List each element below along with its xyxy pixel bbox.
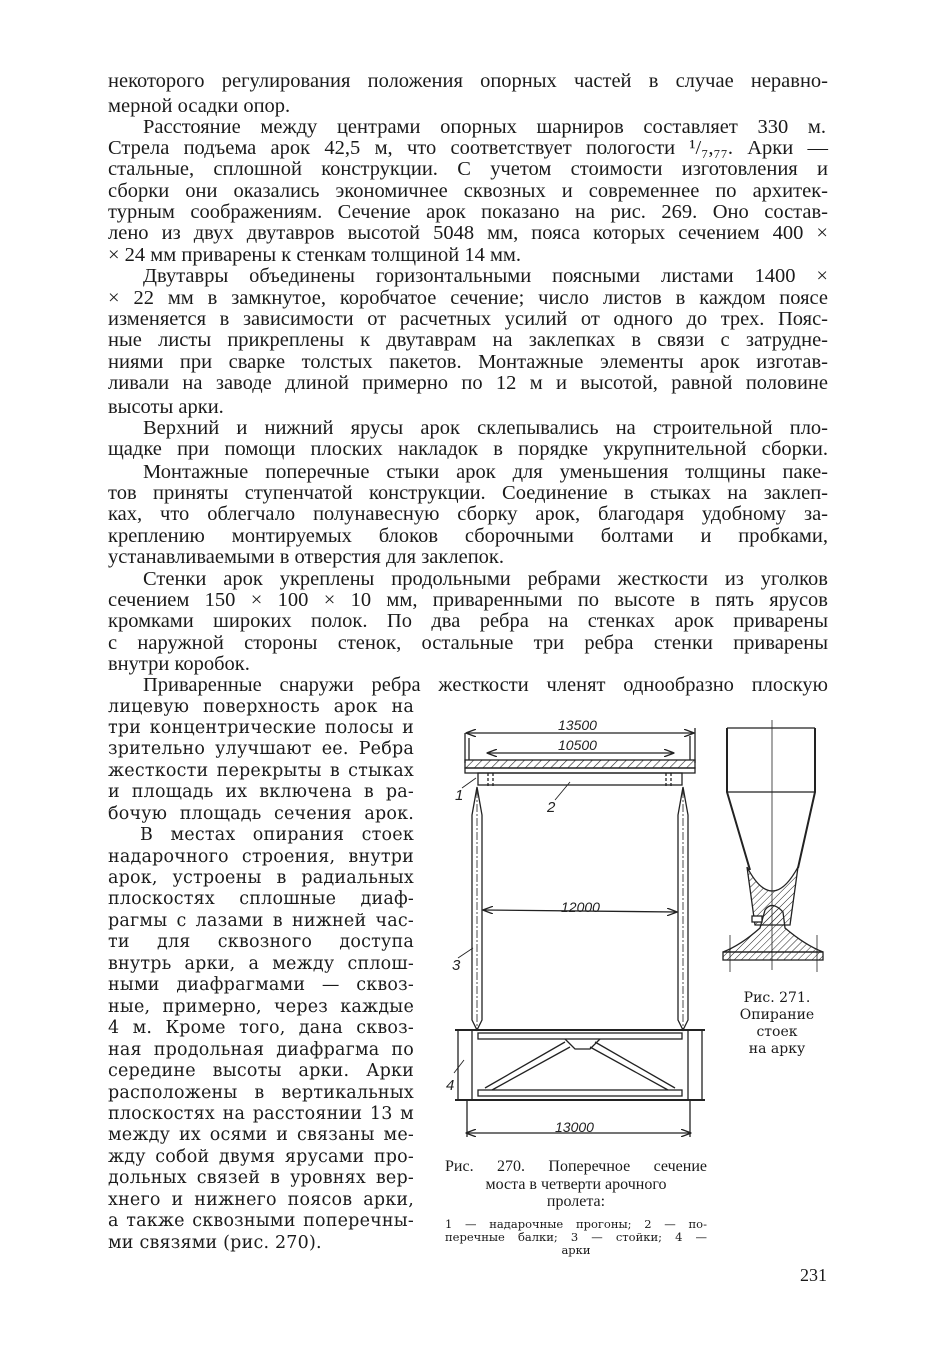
legend-line: перечные балки; 3 — стойки; 4 — <box>445 1230 707 1244</box>
text-line: ми связями (рис. 270). <box>108 1233 322 1253</box>
dim-label-10500: 10500 <box>558 737 597 753</box>
text-line: Стенки арок укреплены продольными ребрами жесткости из уголков <box>143 568 828 590</box>
upper-bracing <box>478 1033 682 1039</box>
text-line: внутри коробок. <box>108 653 250 675</box>
text-line: × 22 мм в замкнутое, коробчатое сечение; число листов в каждом поясе <box>108 287 828 309</box>
text-line: В местах опирания стоек <box>140 825 414 845</box>
figure-270-drawing <box>440 700 710 1150</box>
diagonal-left <box>485 1042 565 1088</box>
text-line: плоскостях на расстоянии 13 м <box>108 1104 414 1124</box>
text-line: внутрь арки, а между сплош- <box>108 954 414 974</box>
caption-line: моста в четверти арочного <box>485 1176 667 1193</box>
text-line: рагмы с лазами в нижней час- <box>108 911 414 931</box>
text-line: дольных связей в уровнях вер- <box>108 1168 414 1188</box>
bearing-pin <box>752 916 762 922</box>
dim-label-13000: 13000 <box>555 1119 594 1135</box>
text-line: тов приняты ступенчатой конструкции. Соединение в стыках на заклеп- <box>108 482 828 504</box>
page-number: 231 <box>800 1265 827 1285</box>
text-line: ниями при сварке толстых пакетов. Монтажные элементы арок изготав- <box>108 351 828 373</box>
text-line: Расстояние между центрами опорных шарниров составляет 330 м. <box>143 116 826 138</box>
text-line: мерной осадки опор. <box>108 95 291 117</box>
caption-line: Опирание <box>739 1007 815 1023</box>
legend-line: арки <box>561 1243 591 1257</box>
text-line: расположены в вертикальных <box>108 1083 414 1103</box>
caption-line: пролета: <box>546 1193 606 1210</box>
text-line: устанавливаемыми в отверстия для заклепок. <box>108 546 504 568</box>
text-line: с наружной стороны стенок, остальные три ребра стенки приварены <box>108 632 828 654</box>
callout-3: 3 <box>452 957 461 974</box>
caption-line: Рис. 270. Поперечное сечение <box>445 1158 707 1175</box>
text-line: середине высоты арки. Арки <box>108 1061 414 1081</box>
text-line: турным соображениям. Сечение арок показано на рис. 269. Оно состав- <box>108 201 828 223</box>
caption-line: стоек <box>756 1024 798 1040</box>
text-line: жду собой двумя ярусами про- <box>108 1147 414 1167</box>
text-line: арок, устроены в радиальных <box>108 868 414 888</box>
text-line: изменяется в зависимости от расчетных усилий от одного до трех. Пояс- <box>108 308 828 330</box>
deck-plate <box>465 768 695 773</box>
text-line: Монтажные поперечные стыки арок для уменьшения толщины паке- <box>143 461 828 483</box>
text-line: ные листы прикреплены к двутаврам на заклепках в связи с затрудне- <box>108 329 828 351</box>
caption-line: на арку <box>748 1041 806 1057</box>
cross-beam <box>478 773 682 785</box>
deck-slab <box>465 760 695 768</box>
callout-2: 2 <box>547 799 556 816</box>
text-line: некоторого регулирования положения опорных частей в случае неравно- <box>108 70 828 92</box>
text-line: бочую площадь сечения арок. <box>108 804 414 824</box>
text-line: Верхний и нижний ярусы арок склепывались на строительной пло- <box>143 417 828 439</box>
text-line: сечением 150 × 100 × 10 мм, приваренными по высоте в пять ярусов <box>108 589 828 611</box>
text-line: лицевую поверхность арок на <box>108 697 414 717</box>
text-line: креплению монтируемых блоков сборочными болтами и пробками, <box>108 525 828 547</box>
legend-line: 1 — надарочные прогоны; 2 — по- <box>445 1217 707 1231</box>
text-line: кромками широких полок. По два ребра на стенках арок приварены <box>108 610 828 632</box>
text-line: ливали на заводе длиной примерно по 12 м и высотой, равной половине <box>108 372 828 394</box>
text-line: ти для сквозного доступа <box>108 932 414 952</box>
text-line: три концентрические полосы и <box>108 718 414 738</box>
column-shell <box>727 728 815 870</box>
bearing-plate <box>723 952 823 960</box>
text-line: плоскостях сплошные диаф- <box>108 889 414 909</box>
text-line: а также сквозными поперечны- <box>108 1211 414 1231</box>
text-line: стальные, сплошной конструкции. С учетом стоимости изготовления и <box>108 158 828 180</box>
text-line: ные, примерно, через каждые <box>108 997 414 1017</box>
dim-label-12000: 12000 <box>561 899 600 915</box>
text-line: надарочного строения, внутри <box>108 847 414 867</box>
text-line: и площадь их включена в ра- <box>108 782 414 802</box>
text-line: между их осями и связаны ме- <box>108 1125 414 1145</box>
text-line: ная продольная диафрагма по <box>108 1040 414 1060</box>
text-line: 4 м. Кроме того, дана сквоз- <box>108 1018 414 1038</box>
callout-4: 4 <box>446 1077 455 1094</box>
text-line: зрительно улучшают ее. Ребра <box>108 739 414 759</box>
arch-bearing <box>723 905 823 952</box>
text-line: сборки они оказались экономичнее сквозных и современнее по архитек- <box>108 180 828 202</box>
caption-line: Рис. 271. <box>743 990 811 1006</box>
text-line: × 24 мм приварены к стенкам толщиной 14 мм. <box>108 244 522 266</box>
figure-271-drawing <box>705 720 840 980</box>
text-line: хнего и нижнего поясов арки, <box>108 1190 414 1210</box>
text-line: ках, что облегчало полунавесную сборку арок, благодаря удобному за- <box>108 503 828 525</box>
text-line: Приваренные снаружи ребра жесткости членят однообразно плоскую <box>143 674 828 696</box>
text-line: лено из двух двутавров высотой 5048 мм, пояса которых сечением 400 × <box>108 222 828 244</box>
text-line: щадке при помощи плоских накладок в порядке укрупнительной сборки. <box>108 438 828 460</box>
diagonal-right <box>595 1042 675 1088</box>
lower-bracing <box>478 1090 682 1096</box>
text-line: Двутавры объединены горизонтальными поясными листами 1400 × <box>143 265 828 287</box>
text-line: жесткости перекрыты в стыках <box>108 761 414 781</box>
text-line: высоты арки. <box>108 396 224 418</box>
text-line: ными диафрагмами — сквоз- <box>108 975 414 995</box>
text-line: Стрела подъема арок 42,5 м, что соответствует пологости ¹/₇,₇₇. Арки — <box>108 137 828 159</box>
callout-1: 1 <box>455 787 464 804</box>
dim-label-13500: 13500 <box>558 717 597 733</box>
